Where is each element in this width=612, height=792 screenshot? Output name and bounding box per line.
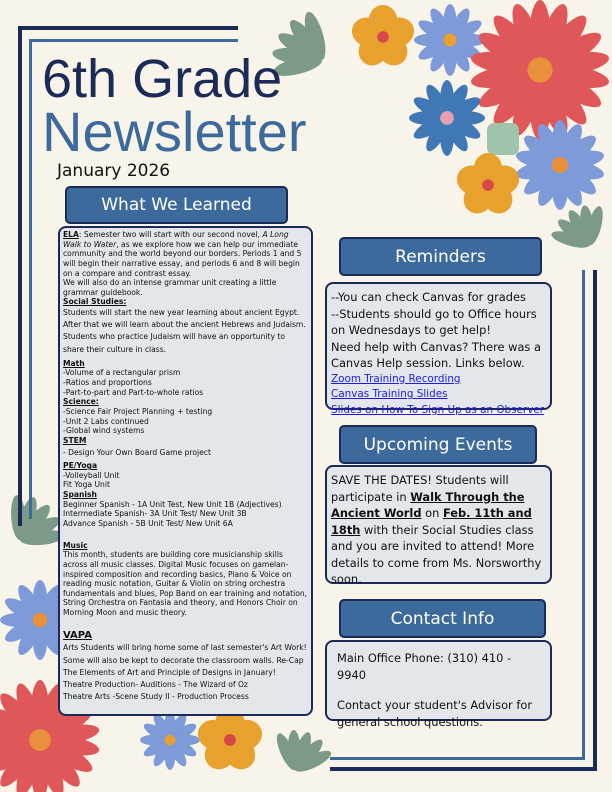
flower-icon	[469, 0, 611, 140]
leaf-icon	[550, 204, 606, 251]
pe-label: PE/Yoga	[63, 461, 98, 471]
ela-label: ELA	[63, 230, 79, 239]
event-name: Walk Through the Ancient World	[331, 489, 525, 521]
flower-icon	[194, 707, 266, 775]
contact-info-box	[325, 640, 552, 729]
music-text: This month, students are building core musicianship skills across all music classes. Digital Music focuses on gamelan-inspired composition and recording basics, Piano & Voice on reading music notation, Guitar & Violin on string orchestra fundamentals and blues, Pop Band on ear training and notation, String Orchestra on Fantasia and theory, and Honors Choir on Morning Moon and music theory.	[63, 550, 308, 618]
frame-inner-top	[29, 39, 238, 42]
events-text: with their Social Studies class and you are invited to attend! More details to come from Ms. Norsworthy soon.	[331, 522, 542, 587]
pe-item: -Volleyball Unit	[63, 470, 120, 480]
spanish-item: Advance Spanish - 5B Unit Test/ New Unit 6A	[63, 518, 233, 528]
what-we-learned-heading: What We Learned	[65, 186, 288, 224]
pe-item: Fit Yoga Unit	[63, 480, 110, 490]
frame-right-inner	[582, 270, 585, 760]
zoom-training-link[interactable]: Zoom Training Recording	[331, 372, 461, 385]
flower-icon	[453, 153, 523, 219]
frame-bottom-outer	[330, 767, 597, 771]
stem-text: - Design Your Own Board Game project	[63, 448, 211, 458]
observer-slides-link[interactable]: Slides on How To Sign Up as an Observer	[331, 403, 545, 416]
issue-month: January 2026	[57, 161, 171, 181]
math-item: -Volume of a rectangular prism	[63, 368, 181, 378]
reminders-heading: Reminders	[339, 237, 542, 276]
title-line-1: 6th Grade	[42, 49, 283, 109]
flower-icon	[140, 710, 200, 770]
frame-bottom-inner	[330, 757, 585, 760]
contact-info-heading: Contact Info	[339, 599, 546, 638]
ela-text: : Semester two will start with our second novel,	[78, 230, 263, 239]
reminders-box	[325, 282, 552, 416]
reminder-line: Need help with Canvas? There was a Canvas Help session. Links below.	[331, 339, 541, 371]
social-studies-label: Social Studies:	[63, 297, 127, 307]
math-label: Math	[63, 358, 85, 368]
vapa-label: VAPA	[63, 629, 92, 641]
events-text: SAVE THE DATES! Students will participate in	[331, 473, 509, 504]
advisor-note: Contact your student's Advisor for general school questions.	[337, 698, 532, 729]
flower-icon	[409, 80, 485, 156]
title-line-2: Newsletter	[42, 100, 307, 163]
science-item: -Science Fair Project Planning + testing	[63, 406, 213, 416]
spanish-item: Intermediate Spanish- 3A Unit Test/ New Unit 3B	[63, 509, 247, 519]
reminder-line: --You can check Canvas for grades	[331, 290, 526, 304]
vapa-item: Theatre Arts -Scene Study II - Production Process	[63, 691, 249, 701]
ela-book: A Long Walk to Water	[63, 230, 289, 249]
stem-label: STEM	[63, 435, 87, 445]
events-text: on	[421, 506, 443, 521]
science-label: Science:	[63, 397, 99, 407]
leaf-icon	[273, 730, 334, 776]
ela-text-2: , as we explore how we can help our immediate community and the world beyond our borders. Periods 1 and 5 will begin their narrative essay, and periods 6 and 8 will begin on a compare and contrast essay.	[63, 239, 302, 278]
canvas-slides-link[interactable]: Canvas Training Slides	[331, 388, 448, 401]
what-we-learned-box	[58, 226, 313, 716]
square-shape	[487, 123, 519, 155]
office-phone: Main Office Phone: (310) 410 - 9940	[337, 651, 512, 682]
flower-icon	[348, 5, 418, 71]
vapa-item: Arts Students will bring home some of last semester's Art Work! Some will also be kept to decorate the classroom walls. Re-Cap The Elements of Art and Principle of Designs in January!	[63, 643, 307, 677]
spanish-label: Spanish	[63, 490, 97, 500]
frame-outer-left	[18, 26, 22, 526]
social-studies-text: Students will start the new year learning about ancient Egypt. After that we will learn about the ancient Hebrews and Judaism. Students who practice Judaism will have an opportunity to share their culture in class.	[63, 308, 306, 354]
reminder-line: --Students should go to Office hours on Wednesdays to get help!	[331, 306, 537, 338]
upcoming-events-heading: Upcoming Events	[339, 425, 537, 464]
music-label: Music	[63, 540, 88, 550]
math-item: -Part-to-part and Part-to-whole ratios	[63, 387, 204, 397]
flower-icon	[514, 120, 605, 210]
frame-inner-left	[29, 39, 32, 519]
ela-text-3: We will also do an intense grammar unit creating a little grammar guidebook.	[63, 278, 277, 297]
frame-outer-top	[18, 26, 238, 30]
science-item: -Global wind systems	[63, 426, 145, 436]
frame-right-outer	[593, 270, 597, 770]
math-item: -Ratios and proportions	[63, 377, 152, 387]
flower-icon	[414, 4, 486, 76]
spanish-item: Beginner Spanish - 1A Unit Test, New Unit 1B (Adjectives)	[63, 499, 282, 509]
vapa-item: Theatre Production- Auditions - The Wizard of Oz	[63, 679, 248, 689]
event-dates: Feb. 11th and 18th	[331, 506, 532, 537]
upcoming-events-box	[325, 465, 552, 587]
science-item: -Unit 2 Labs continued	[63, 416, 149, 426]
